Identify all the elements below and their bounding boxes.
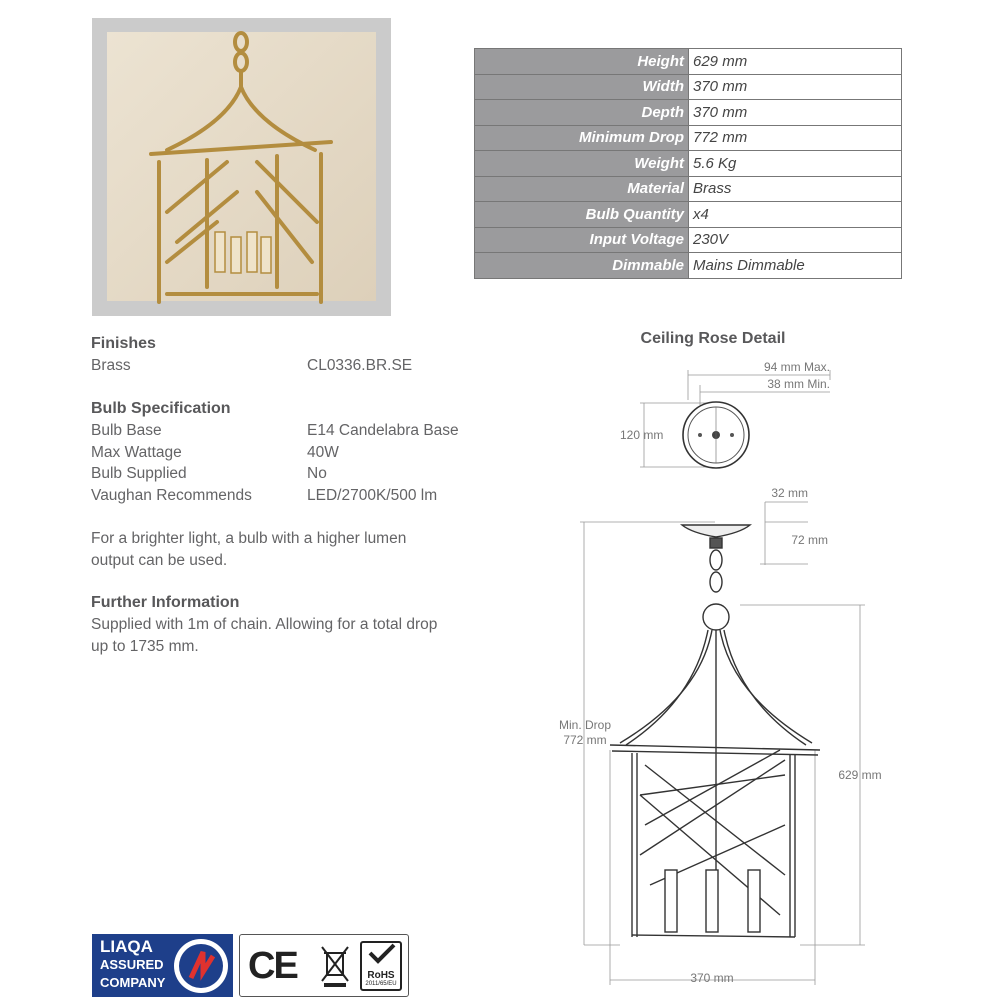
dim-rose-min: 38 mm Min.	[767, 377, 830, 391]
spec-value: 5.6 Kg	[689, 151, 902, 177]
liaqa-text: ASSURED	[100, 957, 164, 972]
further-info-title: Further Information	[91, 594, 240, 611]
weee-bin-icon	[320, 945, 350, 987]
bulb-spec-label: Bulb Supplied	[91, 465, 187, 482]
bulb-spec-label: Max Wattage	[91, 444, 182, 461]
rohs-text: RoHS	[367, 970, 395, 981]
ceiling-rose-title: Ceiling Rose Detail	[640, 330, 786, 347]
finishes-title: Finishes	[91, 335, 156, 352]
bulb-spec-value: No	[307, 465, 327, 482]
bulb-spec-label: Bulb Base	[91, 422, 162, 439]
finish-name: Brass	[91, 357, 131, 374]
spec-label: Material	[475, 176, 689, 202]
dim-min-drop-label: Min. Drop	[558, 718, 612, 732]
dim-canopy-gap: 72 mm	[791, 533, 828, 547]
ce-mark: CE	[248, 945, 297, 987]
bulb-note-line: output can be used.	[91, 552, 228, 569]
spec-label: Dimmable	[475, 253, 689, 279]
further-info-line: up to 1735 mm.	[91, 638, 199, 655]
bulb-spec-value: LED/2700K/500 lm	[307, 487, 438, 504]
spec-value: 772 mm	[689, 125, 902, 151]
spec-label: Weight	[475, 151, 689, 177]
spec-row	[475, 227, 902, 253]
spec-row	[475, 49, 902, 75]
bulb-note-line: For a brighter light, a bulb with a higher lumen	[91, 530, 407, 547]
bulb-spec-label: Vaughan Recommends	[91, 487, 252, 504]
bulb-note	[91, 528, 471, 572]
dim-canopy-height: 32 mm	[771, 486, 808, 500]
finish-code: CL0336.BR.SE	[307, 357, 413, 374]
dim-rose-diameter: 120 mm	[620, 428, 664, 442]
spec-row	[475, 176, 902, 202]
spec-row	[475, 253, 902, 279]
dim-width: 370 mm	[690, 971, 734, 985]
bulb-spec-title: Bulb Specification	[91, 400, 231, 417]
product-photo	[92, 18, 391, 316]
spec-value: x4	[689, 202, 902, 228]
spec-row	[475, 74, 902, 100]
lantern-image	[107, 32, 376, 301]
spec-label: Depth	[475, 100, 689, 126]
spec-value: 230V	[689, 227, 902, 253]
bulb-spec-value: 40W	[307, 444, 339, 461]
spec-row	[475, 125, 902, 151]
spec-label: Input Voltage	[475, 227, 689, 253]
ceiling-rose-icon	[683, 402, 749, 468]
spec-value: 370 mm	[689, 100, 902, 126]
liaqa-logo	[92, 934, 233, 997]
spec-row	[475, 202, 902, 228]
liaqa-text: COMPANY	[100, 975, 166, 990]
spec-row	[475, 100, 902, 126]
spec-row	[475, 151, 902, 177]
spec-value: Mains Dimmable	[689, 253, 902, 279]
further-info-line: Supplied with 1m of chain. Allowing for a total drop	[91, 616, 438, 633]
spec-label: Width	[475, 74, 689, 100]
dim-min-drop-value: 772 mm	[563, 733, 607, 747]
liaqa-seal-icon	[173, 938, 229, 994]
dim-rose-max: 94 mm Max.	[763, 360, 830, 374]
spec-table	[474, 48, 902, 279]
spec-value: 629 mm	[689, 49, 902, 75]
spec-label: Minimum Drop	[475, 125, 689, 151]
spec-label: Bulb Quantity	[475, 202, 689, 228]
bulb-spec-value: E14 Candelabra Base	[307, 422, 459, 439]
check-icon	[362, 943, 400, 965]
rohs-mark	[360, 941, 402, 991]
lantern-drawing	[610, 525, 820, 937]
rohs-subtext: 2011/65/EU	[365, 981, 397, 987]
further-info-text	[91, 614, 471, 658]
certification-marks	[239, 934, 409, 997]
technical-drawing	[540, 330, 900, 995]
dim-height: 629 mm	[838, 768, 882, 782]
spec-value: 370 mm	[689, 74, 902, 100]
spec-value: Brass	[689, 176, 902, 202]
liaqa-text: LIAQA	[100, 937, 153, 956]
spec-label: Height	[475, 49, 689, 75]
